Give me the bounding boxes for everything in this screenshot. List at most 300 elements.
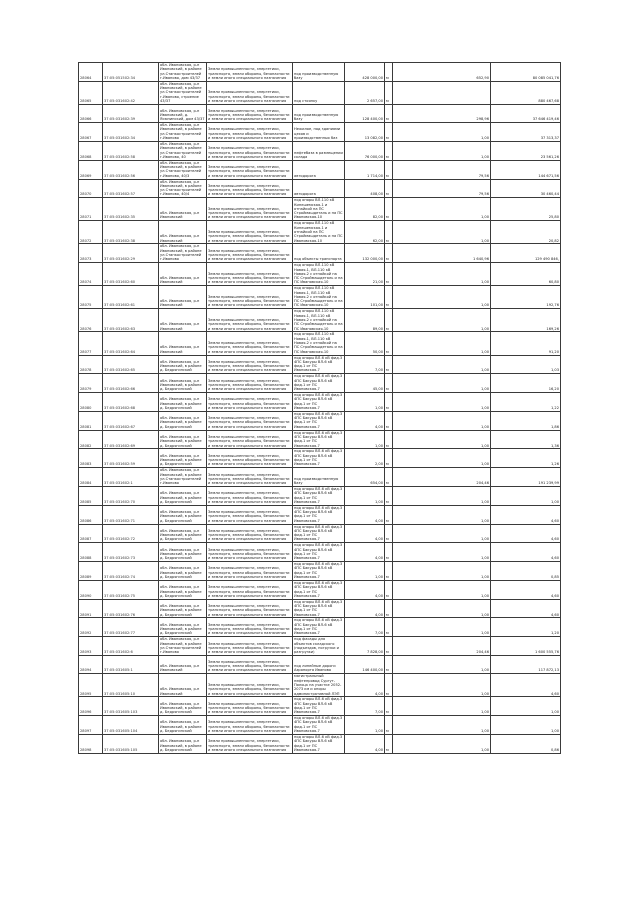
table-row <box>79 374 561 393</box>
specific-value-cell: 1,00 <box>393 123 491 142</box>
row-number: 28067 <box>79 123 103 142</box>
cadastral-number: 37:05:031602:71 <box>103 505 159 524</box>
cadastral-value-cell: 30 460,44 <box>491 179 561 198</box>
address-cell: обл. Ивановская, р-н Ивановский, в районе д. Бедрягинский <box>159 580 207 599</box>
land-category-cell: Земли промышленности, энергетики, транспорта, земли обороны, безопасности и земли иного специального назначения <box>207 562 293 581</box>
cadastral-value-cell: 4,60 <box>491 505 561 524</box>
row-number: 28082 <box>79 430 103 449</box>
cadastral-value-cell: 91,20 <box>491 332 561 355</box>
permitted-use-cell: Нежилое, под зданиями цехов и производственных баз <box>293 123 345 142</box>
row-number: 28096 <box>79 697 103 716</box>
cadastral-value-cell: 169,26 <box>491 309 561 332</box>
land-category-cell: Земли промышленности, энергетики, транспорта, земли обороны, безопасности и земли иного специального назначения <box>207 637 293 656</box>
area-cell: 7,00 <box>345 618 385 637</box>
area-cell: 132 000,00 <box>345 244 385 263</box>
unit-cell: м <box>385 734 393 753</box>
specific-value-cell: 1,00 <box>393 263 491 286</box>
specific-value-cell: 1,00 <box>393 221 491 244</box>
cadastral-number: 37:05:051502:34 <box>103 63 159 82</box>
table-row <box>79 393 561 412</box>
address-cell: обл. Ивановская, р-н Ивановский, в районе д. Бедрягинский <box>159 599 207 618</box>
table-row <box>79 221 561 244</box>
permitted-use-cell: под опоры ВЛ-6 кВ фид.3 4ПС Бакуры ВЛ-6 кВ фид.1 от ПС Ивановская-7 <box>293 562 345 581</box>
land-category-cell: Земли промышленности, энергетики, транспорта, земли обороны, безопасности и земли иного специального назначения <box>207 160 293 179</box>
table-row <box>79 63 561 82</box>
cadastral-value-cell: 4,60 <box>491 580 561 599</box>
specific-value-cell: 1,00 <box>393 618 491 637</box>
land-category-cell: Земли промышленности, энергетики, транспорта, земли обороны, безопасности и земли иного специального назначения <box>207 332 293 355</box>
row-number: 28085 <box>79 487 103 506</box>
area-cell: 4,00 <box>345 599 385 618</box>
address-cell: обл. Ивановская, р-н Ивановский, в районе ул.Станкостроителей г.Иваново, дом 43/37 <box>159 63 207 82</box>
address-cell: обл. Ивановская, р-н Ивановский <box>159 332 207 355</box>
specific-value-cell: 1,00 <box>393 716 491 735</box>
table-row <box>79 309 561 332</box>
permitted-use-cell: под опоры ВЛ-6 кВ фид.3 4ПС Бакуры ВЛ-6 кВ фид.1 от ПС Ивановская-7 <box>293 543 345 562</box>
cadastral-number: 37:05:031605:103 <box>103 697 159 716</box>
cadastral-value-cell: 1 600 555,76 <box>491 637 561 656</box>
row-number: 28081 <box>79 411 103 430</box>
address-cell: обл. Ивановская, р-н Ивановский, в районе д. Бедрягинский <box>159 505 207 524</box>
cadastral-value-cell: 117 872,13 <box>491 656 561 674</box>
cadastral-number: 37:05:031602:60 <box>103 263 159 286</box>
row-number: 28098 <box>79 734 103 753</box>
row-number: 28077 <box>79 332 103 355</box>
address-cell: обл. Ивановская, р-н Ивановский <box>159 263 207 286</box>
unit-cell: м <box>385 355 393 374</box>
specific-value-cell: 1,00 <box>393 674 491 697</box>
unit-cell: м <box>385 221 393 244</box>
permitted-use-cell: под опоры ВЛ-110 кВ Новая-1, ВЛ-110 кВ Новая-2 с отпайкой на ПС Строймашдеталь и на ПС Ивановская-10 <box>294 309 343 331</box>
cadastral-value-cell: 23 561,26 <box>491 141 561 160</box>
row-number: 28069 <box>79 160 103 179</box>
table-row <box>79 543 561 562</box>
unit-cell: м <box>385 179 393 198</box>
address-cell: обл. Ивановская, р-н Ивановский, в районе д. Бедрягинский <box>159 716 207 735</box>
land-category-cell: Земли промышленности, энергетики, транспорта, земли обороны, безопасности и земли иного специального назначения <box>207 697 293 716</box>
specific-value-cell: 1,00 <box>393 393 491 412</box>
table-row <box>79 618 561 637</box>
cadastral-number: 37:05:031605:1 <box>103 656 159 674</box>
row-number: 28074 <box>79 263 103 286</box>
cadastral-number: 37:05:031602:34 <box>103 123 159 142</box>
area-cell: 428 000,00 <box>345 63 385 82</box>
cadastral-value-cell: 1,00 <box>491 487 561 506</box>
area-cell: 128 400,00 <box>345 104 385 122</box>
row-number: 28093 <box>79 637 103 656</box>
unit-cell: м <box>385 580 393 599</box>
specific-value-cell: 1,00 <box>393 505 491 524</box>
area-cell: 408,00 <box>345 179 385 198</box>
row-number: 28094 <box>79 656 103 674</box>
unit-cell: м <box>385 309 393 332</box>
cadastral-value-cell: 144 671,56 <box>491 160 561 179</box>
permitted-use-cell: под фасады для объектов складского (подъездов, погрузки и разгрузки) <box>293 637 345 656</box>
row-number: 28090 <box>79 580 103 599</box>
address-cell: обл. Ивановская, р-н Ивановский, в районе д. Бедрягинский <box>159 393 207 412</box>
table-row <box>79 141 561 160</box>
specific-value-cell: 79,56 <box>393 179 491 198</box>
table-row <box>79 734 561 753</box>
address-cell: обл. Ивановская, р-н Ивановский, в районе ул.Станкостроителей г.Иваново, 40/4 <box>159 179 207 198</box>
address-cell: обл. Ивановская, р-н Ивановский, в районе ул.Станкостроителей г.Иваново, 40 <box>159 141 207 160</box>
specific-value-cell: 79,56 <box>393 160 491 179</box>
cadastral-number: 37:05:031602:38 <box>103 221 159 244</box>
table-row <box>79 468 561 487</box>
land-category-cell: Земли промышленности, энергетики, транспорта, земли обороны, безопасности и земли иного специального назначения <box>207 487 293 506</box>
unit-cell: м <box>385 543 393 562</box>
cadastral-value-cell: 0,85 <box>491 562 561 581</box>
cadastral-value-cell: 4,60 <box>491 524 561 543</box>
row-number: 28076 <box>79 309 103 332</box>
specific-value-cell: 1,00 <box>393 449 491 468</box>
row-number: 28072 <box>79 221 103 244</box>
unit-cell: м <box>385 393 393 412</box>
specific-value-cell: 1,00 <box>393 430 491 449</box>
area-cell: 4,00 <box>345 580 385 599</box>
specific-value-cell <box>393 81 491 104</box>
cadastral-number: 37:05:031602:76 <box>103 599 159 618</box>
specific-value-cell: 1,00 <box>393 734 491 753</box>
cadastral-number: 37:05:031602:65 <box>103 355 159 374</box>
cadastral-value-cell: 4,60 <box>491 674 561 697</box>
address-cell: обл. Ивановская, р-н Ивановский, в районе д. Бедрягинский <box>159 411 207 430</box>
row-number: 28084 <box>79 468 103 487</box>
cadastral-number: 37:05:031602:63 <box>103 309 159 332</box>
land-category-cell: Земли промышленности, энергетики, транспорта, земли обороны, безопасности и земли иного специального назначения <box>207 656 293 674</box>
area-cell: 89,00 <box>345 309 385 332</box>
land-category-cell: Земли промышленности, энергетики, транспорта, земли обороны, безопасности и земли иного специального назначения <box>207 123 293 142</box>
cadastral-number: 37:05:031602:35 <box>103 198 159 221</box>
permitted-use-cell: под линейные дороги Аэропорта Иваново <box>293 656 345 674</box>
cadastral-number: 37:05:031602:56 <box>103 160 159 179</box>
specific-value-cell: 1,00 <box>393 141 491 160</box>
specific-value-cell: 1,00 <box>393 487 491 506</box>
permitted-use-cell: под опоры ВЛ-110 кВ Новая-1, ВЛ-110 кВ Новая-2 с отпайкой на ПС Строймашдеталь и на ПС Ивановская-10 <box>294 332 343 354</box>
row-number: 28070 <box>79 179 103 198</box>
permitted-use-cell: под опоры ВЛ-6 кВ фид.3 4ПС Бакуры ВЛ-6 кВ фид.1 от ПС Ивановская-7 <box>293 393 345 412</box>
unit-cell: м <box>385 141 393 160</box>
row-number: 28080 <box>79 393 103 412</box>
table-row <box>79 487 561 506</box>
permitted-use-cell: под опоры ВЛ-110 кВ Новая-1, ВЛ-110 кВ Новая-2 с отпайкой на ПС Строймашдеталь и на ПС Ивановская-10 <box>294 263 343 285</box>
unit-cell: м <box>385 374 393 393</box>
table-row <box>79 355 561 374</box>
row-number: 28068 <box>79 141 103 160</box>
row-number: 28086 <box>79 505 103 524</box>
address-cell: обл. Ивановская, р-н Ивановский, в районе д. Бедрягинский <box>159 524 207 543</box>
permitted-use-cell: под опоры ВЛ-6 кВ фид.3 4ПС Бакуры ВЛ-6 кВ фид.1 от ПС Ивановская-7 <box>293 374 345 393</box>
land-category-cell: Земли промышленности, энергетики, транспорта, земли обороны, безопасности и земли иного специального назначения <box>207 618 293 637</box>
cadastral-number: 37:05:031602:73 <box>103 543 159 562</box>
table-row <box>79 198 561 221</box>
unit-cell: м <box>385 449 393 468</box>
unit-cell: м <box>385 562 393 581</box>
cadastral-value-cell: 1,00 <box>491 697 561 716</box>
land-category-cell: Земли промышленности, энергетики, транспорта, земли обороны, безопасности и земли иного специального назначения <box>207 674 293 697</box>
address-cell: обл. Ивановская, р-н Ивановский, в районе ул.Станкостроителей г.Иваново <box>159 637 207 656</box>
table-row <box>79 81 561 104</box>
table-row <box>79 411 561 430</box>
permitted-use-cell: под опоры ВЛ-6 кВ фид.3 4ПС Бакуры ВЛ-6 кВ фид.1 от ПС Ивановская-7 <box>293 449 345 468</box>
specific-value-cell: 652,90 <box>393 63 491 82</box>
area-cell: 1 714,00 <box>345 160 385 179</box>
land-category-cell: Земли промышленности, энергетики, транспорта, земли обороны, безопасности и земли иного специального назначения <box>207 468 293 487</box>
address-cell: обл. Ивановская, р-н Ивановский, в районе д. Бедрягинский <box>159 543 207 562</box>
unit-cell: м <box>385 430 393 449</box>
land-category-cell: Земли промышленности, энергетики, транспорта, земли обороны, безопасности и земли иного специального назначения <box>207 734 293 753</box>
specific-value-cell: 1,00 <box>393 309 491 332</box>
area-cell: 62,00 <box>345 221 385 244</box>
row-number: 28092 <box>79 618 103 637</box>
table-row <box>79 286 561 309</box>
table-row <box>79 332 561 355</box>
land-category-cell: Земли промышленности, энергетики, транспорта, земли обороны, безопасности и земли иного специального назначения <box>207 716 293 735</box>
cadastral-number: 37:05:031602:66 <box>103 374 159 393</box>
cadastral-number: 37:05:031602:67 <box>103 411 159 430</box>
area-cell: 4,00 <box>345 674 385 697</box>
cadastral-value-cell: 20,82 <box>491 221 561 244</box>
row-number: 28079 <box>79 374 103 393</box>
cadastral-number: 37:05:031602:29 <box>103 244 159 263</box>
permitted-use-cell: под опоры ВЛ-6 кВ фид.3 4ПС Бакуры ВЛ-6 кВ фид.1 от ПС Ивановская-7 <box>293 734 345 753</box>
unit-cell: м <box>385 81 393 104</box>
unit-cell: м <box>385 198 393 221</box>
address-cell: обл. Ивановская, р-н Ивановский, в районе д. Бедрягинский <box>159 355 207 374</box>
land-category-cell: Земли промышленности, энергетики, транспорта, земли обороны, безопасности и земли иного специального назначения <box>207 430 293 449</box>
address-cell: обл. Ивановская, р-н Ивановский, в районе д. Бедрягинский <box>159 562 207 581</box>
row-number: 28083 <box>79 449 103 468</box>
land-category-cell: Земли промышленности, энергетики, транспорта, земли обороны, безопасности и земли иного специального назначения <box>207 179 293 198</box>
cadastral-number: 37:05:031605:104 <box>103 716 159 735</box>
specific-value-cell: 1,00 <box>393 697 491 716</box>
address-cell: обл. Ивановская, р-н Ивановский, в районе д. Бедрягинский <box>159 374 207 393</box>
address-cell: обл. Ивановская, р-н Ивановский, в районе ул.Станкостроителей г.Иваново, 40/3 <box>159 160 207 179</box>
cadastral-value-cell: 1,86 <box>491 411 561 430</box>
permitted-use-cell: под опоры ВЛ-110 кВ Кинешемская-1 и отпайкой на ПС Строймашдеталь и на ПС Ивановская-10 <box>294 221 343 243</box>
specific-value-cell: 1,00 <box>393 374 491 393</box>
area-cell: 4,00 <box>345 524 385 543</box>
land-category-cell: Земли промышленности, энергетики, транспорта, земли обороны, безопасности и земли иного специального назначения <box>207 393 293 412</box>
unit-cell: м <box>385 716 393 735</box>
land-category-cell: Земли промышленности, энергетики, транспорта, земли обороны, безопасности и земли иного специального назначения <box>207 286 293 309</box>
cadastral-value-cell: 16,20 <box>491 374 561 393</box>
row-number: 28088 <box>79 543 103 562</box>
unit-cell: м <box>385 505 393 524</box>
area-cell: 76 000,00 <box>345 141 385 160</box>
cadastral-number: 37:05:031602:68 <box>103 393 159 412</box>
table-row <box>79 697 561 716</box>
table-row <box>79 656 561 674</box>
specific-value-cell: 204,46 <box>393 637 491 656</box>
area-cell: 2,00 <box>345 449 385 468</box>
area-cell: 4,00 <box>345 411 385 430</box>
row-number: 28089 <box>79 562 103 581</box>
cadastral-number: 37:05:031602:59 <box>103 449 159 468</box>
table-row <box>79 430 561 449</box>
area-cell: 146 400,00 <box>345 656 385 674</box>
area-cell: 1,00 <box>345 393 385 412</box>
area-cell: 2 657,00 <box>345 81 385 104</box>
cadastral-value-cell: 4,60 <box>491 599 561 618</box>
permitted-use-cell: нефтебаза в размещении склада <box>293 141 345 160</box>
permitted-use-cell: под опоры ВЛ-6 кВ фид.3 4ПС Бакуры ВЛ-6 кВ фид.1 от ПС Ивановская-7 <box>293 355 345 374</box>
land-category-cell: Земли промышленности, энергетики, транспорта, земли обороны, безопасности и земли иного специального назначения <box>207 449 293 468</box>
permitted-use-cell: под опоры ВЛ-110 кВ Кинешемская-1 и отпайкой на ПС Строймашдеталь и на ПС Ивановская-10 <box>294 198 343 220</box>
table-row <box>79 160 561 179</box>
cadastral-value-cell: 1,00 <box>491 716 561 735</box>
cadastral-number: 37:05:031602:61 <box>103 286 159 309</box>
permitted-use-cell: под опоры ВЛ-6 кВ фид.3 4ПС Бакуры ВЛ-6 кВ фид.1 от ПС Ивановская-7 <box>293 411 345 430</box>
address-cell: обл. Ивановская, р-н Ивановский, в районе д. Бедрягинский <box>159 487 207 506</box>
unit-cell: м <box>385 468 393 487</box>
permitted-use-cell: под опоры ВЛ-6 кВ фид.3 4ПС Бакуры ВЛ-6 кВ фид.1 от ПС Ивановская-7 <box>293 716 345 735</box>
specific-value-cell: 1,00 <box>393 286 491 309</box>
table-row <box>79 505 561 524</box>
address-cell: обл. Ивановская, р-н Ивановский, д. Ясюнинский, дом 43/37 <box>159 104 207 122</box>
land-category-cell: Земли промышленности, энергетики, транспорта, земли обороны, безопасности и земли иного специального назначения <box>207 104 293 122</box>
row-number: 28075 <box>79 286 103 309</box>
area-cell: 45,00 <box>345 374 385 393</box>
permitted-use-cell: под производственную базу <box>293 468 345 487</box>
cadastral-number: 37:05:031602:39 <box>103 104 159 122</box>
cadastral-value-cell: 1,03 <box>491 355 561 374</box>
permitted-use-cell: автодорога <box>293 179 345 198</box>
cadastral-number: 37:05:031602:64 <box>103 332 159 355</box>
permitted-use-cell: под опоры ВЛ-110 кВ Новая-1, ВЛ-110 кВ Новая-2 с отпайкой на ПС Строймашдеталь и на ПС Ивановская-10 <box>294 286 343 308</box>
unit-cell: м <box>385 123 393 142</box>
cadastral-value-cell: 25,80 <box>491 198 561 221</box>
cadastral-number: 37:05:031602:75 <box>103 580 159 599</box>
land-category-cell: Земли промышленности, энергетики, транспорта, земли обороны, безопасности и земли иного специального назначения <box>207 599 293 618</box>
cadastral-number: 37:05:031602:6 <box>103 637 159 656</box>
table-row <box>79 716 561 735</box>
cadastral-value-cell: 60,80 <box>491 263 561 286</box>
address-cell: обл. Ивановская, р-н Ивановский <box>159 286 207 309</box>
table-row <box>79 637 561 656</box>
permitted-use-cell: под опоры ВЛ-6 кВ фид.3 4ПС Бакуры ВЛ-6 кВ фид.1 от ПС Ивановская-7 <box>293 524 345 543</box>
area-cell: 4,00 <box>345 734 385 753</box>
permitted-use-cell: под опоры ВЛ-6 кВ фид.3 4ПС Бакуры ВЛ-6 кВ фид.1 от ПС Ивановская-7 <box>293 697 345 716</box>
unit-cell: м <box>385 244 393 263</box>
area-cell: 4,00 <box>345 543 385 562</box>
table-body <box>79 63 561 754</box>
area-cell: 82,00 <box>345 198 385 221</box>
cadastral-value-cell: 1,22 <box>491 393 561 412</box>
table-row <box>79 580 561 599</box>
specific-value-cell: 1,00 <box>393 198 491 221</box>
row-number: 28078 <box>79 355 103 374</box>
specific-value-cell: 1,00 <box>393 599 491 618</box>
land-category-cell: Земли промышленности, энергетики, транспорта, земли обороны, безопасности и земли иного специального назначения <box>207 411 293 430</box>
specific-value-cell: 1,00 <box>393 562 491 581</box>
specific-value-cell: 1,00 <box>393 543 491 562</box>
address-cell: обл. Ивановская, р-н Ивановский, в районе ул.Станкостроителей г.Иваново <box>159 244 207 263</box>
unit-cell: м <box>385 263 393 286</box>
specific-value-cell: 1,00 <box>393 411 491 430</box>
permitted-use-cell: под производственную базу <box>293 63 345 82</box>
cadastral-value-cell: 191 239,99 <box>491 468 561 487</box>
cadastral-number: 37:05:031602:69 <box>103 430 159 449</box>
address-cell: обл. Ивановская, р-н Ивановский, в районе д. Бедрягинский <box>159 734 207 753</box>
table-row <box>79 524 561 543</box>
cadastral-value-cell: 80 085 041,76 <box>491 63 561 82</box>
area-cell: 1,00 <box>345 562 385 581</box>
address-cell: обл. Ивановская, р-н Ивановский <box>159 198 207 221</box>
table-row <box>79 674 561 697</box>
unit-cell: м <box>385 411 393 430</box>
table-row <box>79 179 561 198</box>
row-number: 28066 <box>79 104 103 122</box>
area-cell: 50,00 <box>345 332 385 355</box>
table-row <box>79 449 561 468</box>
land-category-cell: Земли промышленности, энергетики, транспорта, земли обороны, безопасности и земли иного специального назначения <box>207 81 293 104</box>
table-row <box>79 104 561 122</box>
permitted-use-cell: под опоры ВЛ-6 кВ фид.3 4ПС Бакуры ВЛ-6 кВ фид.1 от ПС Ивановская-7 <box>293 599 345 618</box>
row-number: 28091 <box>79 599 103 618</box>
address-cell: обл. Ивановская, р-н Ивановский <box>159 221 207 244</box>
unit-cell: м <box>385 674 393 697</box>
permitted-use-cell: магистральный нефтепровод Сургут-Полоцк на участке 2052-2073 км и опоры административной ЛЭП <box>293 674 345 697</box>
row-number: 28095 <box>79 674 103 697</box>
row-number: 28097 <box>79 716 103 735</box>
specific-value-cell: 1,00 <box>393 524 491 543</box>
area-cell: 1,00 <box>345 487 385 506</box>
land-register-table <box>78 62 561 754</box>
area-cell: 4,00 <box>345 505 385 524</box>
cadastral-value-cell: 37 313,37 <box>491 123 561 142</box>
specific-value-cell: 1,00 <box>393 355 491 374</box>
cadastral-value-cell: 4,60 <box>491 543 561 562</box>
cadastral-number: 37:05:031605:10 <box>103 674 159 697</box>
address-cell: обл. Ивановская, р-н Ивановский, в районе ул.Станкостроителей г.Иваново, строение 43/37 <box>159 81 207 104</box>
cadastral-value-cell: 1,20 <box>491 618 561 637</box>
land-category-cell: Земли промышленности, энергетики, транспорта, земли обороны, безопасности и земли иного специального назначения <box>207 524 293 543</box>
unit-cell: м <box>385 332 393 355</box>
land-category-cell: Земли промышленности, энергетики, транспорта, земли обороны, безопасности и земли иного специального назначения <box>207 374 293 393</box>
row-number: 28071 <box>79 198 103 221</box>
land-category-cell: Земли промышленности, энергетики, транспорта, земли обороны, безопасности и земли иного специального назначения <box>207 309 293 332</box>
cadastral-number: 37:05:031602:74 <box>103 562 159 581</box>
address-cell: обл. Ивановская, р-н Ивановский, в районе ул.Станкостроителей г.Иваново <box>159 468 207 487</box>
address-cell: обл. Ивановская, р-н Ивановский, в районе д. Бедрягинский <box>159 697 207 716</box>
permitted-use-cell: под опоры ВЛ-6 кВ фид.3 4ПС Бакуры ВЛ-6 кВ фид.1 от ПС Ивановская-7 <box>293 505 345 524</box>
land-category-cell: Земли промышленности, энергетики, транспорта, земли обороны, безопасности и земли иного специального назначения <box>207 244 293 263</box>
row-number: 28064 <box>79 63 103 82</box>
permitted-use-cell: под стоянку <box>293 81 345 104</box>
specific-value-cell: 204,46 <box>393 468 491 487</box>
row-number: 28065 <box>79 81 103 104</box>
row-number: 28087 <box>79 524 103 543</box>
area-cell: 101,00 <box>345 286 385 309</box>
area-cell: 13 082,00 <box>345 123 385 142</box>
cadastral-value-cell: 129 490 846, <box>491 244 561 263</box>
specific-value-cell: 298,96 <box>393 104 491 122</box>
address-cell: обл. Ивановская, р-н Ивановский, в районе д. Бедрягинский <box>159 618 207 637</box>
permitted-use-cell: под опоры ВЛ-6 кВ фид.3 4ПС Бакуры ВЛ-6 кВ фид.1 от ПС Ивановская-7 <box>293 487 345 506</box>
permitted-use-cell: под опоры ВЛ-6 кВ фид.3 4ПС Бакуры ВЛ-6 кВ фид.1 от ПС Ивановская-7 <box>293 430 345 449</box>
table-row <box>79 263 561 286</box>
area-cell: 7 828,00 <box>345 637 385 656</box>
cadastral-number: 37:05:031602:42 <box>103 81 159 104</box>
permitted-use-cell: под опоры ВЛ-6 кВ фид.3 4ПС Бакуры ВЛ-6 кВ фид.1 от ПС Ивановская-7 <box>293 580 345 599</box>
table-row <box>79 599 561 618</box>
land-category-cell: Земли промышленности, энергетики, транспорта, земли обороны, безопасности и земли иного специального назначения <box>207 63 293 82</box>
area-cell: 7,00 <box>345 697 385 716</box>
cadastral-number: 37:05:031602:1 <box>103 468 159 487</box>
land-category-cell: Земли промышленности, энергетики, транспорта, земли обороны, безопасности и земли иного специального назначения <box>207 355 293 374</box>
area-cell: 1,00 <box>345 430 385 449</box>
